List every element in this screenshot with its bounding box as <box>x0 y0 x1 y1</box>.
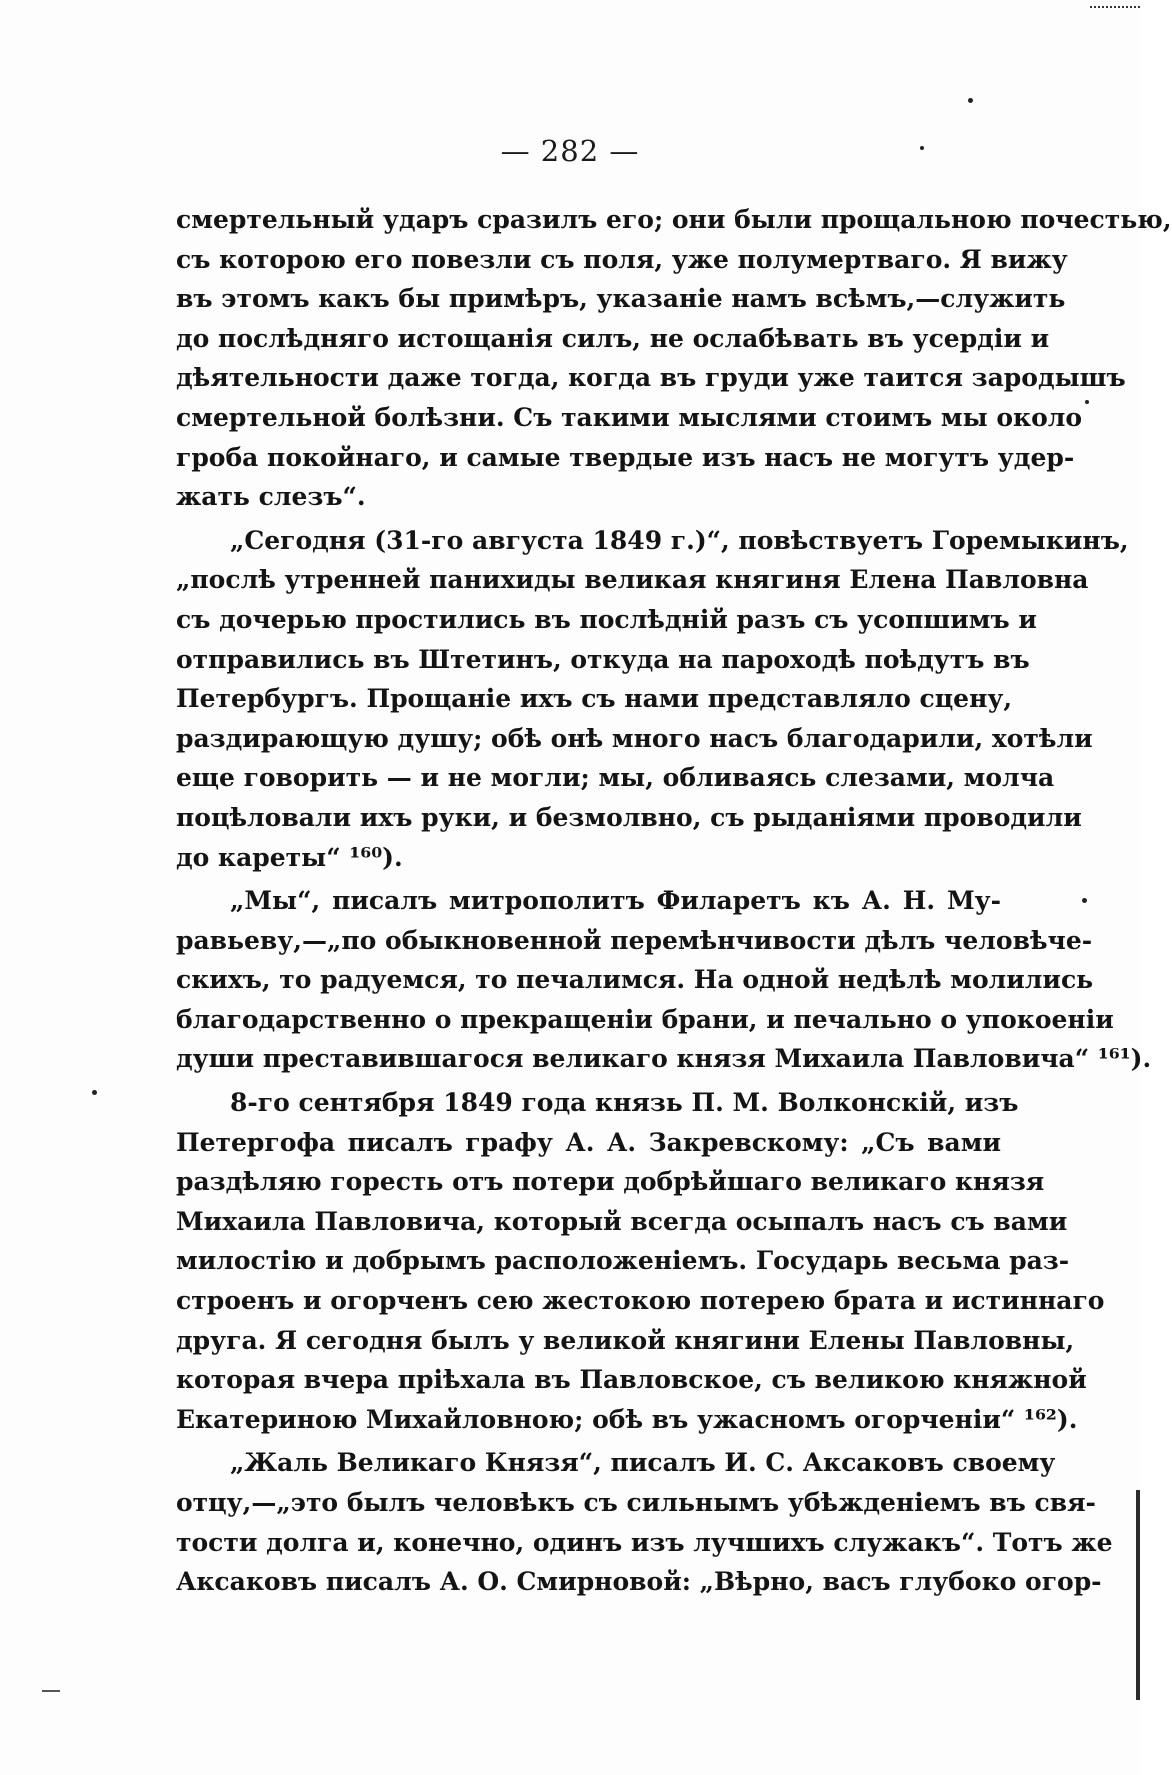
text-line: которая вчера пріѣхала въ Павловское, съ великою княжной <box>176 1365 1087 1395</box>
text-line: съ которою его повезли съ поля, уже полумертваго. Я вижу <box>176 244 1068 274</box>
text-line: скихъ, то радуемся, то печалимся. На одной недѣлѣ молились <box>176 965 1094 995</box>
text-line: тости долга и, конечно, одинъ изъ лучшихъ служакъ“. Тотъ же <box>176 1527 1113 1557</box>
text-line: души преставившагося великаго князя Михаила Павловича“ ¹⁶¹). <box>176 1044 1152 1074</box>
text-line: отправились въ Штетинъ, откуда на пароходѣ поѣдутъ въ <box>176 644 1030 674</box>
scan-dash-mark <box>42 1690 60 1692</box>
scan-speck <box>92 1090 97 1095</box>
text-line: 8-го сентября 1849 года князь П. М. Волконскій, изъ <box>230 1088 1019 1118</box>
text-line: Петербургъ. Прощаніе ихъ съ нами представляло сцену, <box>176 684 1013 714</box>
text-line: отцу,—„это былъ человѣкъ съ сильнымъ убѣжденіемъ въ свя- <box>176 1488 1096 1517</box>
text-line: „Мы“, писалъ митрополитъ Филаретъ къ А. Н. Му- <box>230 886 1001 916</box>
text-line: раздирающую душу; обѣ онѣ много насъ благодарили, хотѣли <box>176 723 1093 753</box>
text-line: Михаила Павловича, который всегда осыпалъ насъ съ вами <box>176 1206 1068 1236</box>
text-line: до послѣдняго истощанія силъ, не ослабѣвать въ усердіи и <box>176 323 1050 353</box>
page-number: — 282 — <box>500 134 640 168</box>
text-line: еще говорить — и не могли; мы, обливаясь слезами, молча <box>176 763 1055 793</box>
body-text <box>176 200 1172 1602</box>
text-line: жать слезъ“. <box>176 482 366 512</box>
scan-edge-mark-right <box>1136 1490 1140 1700</box>
text-line: поцѣловали ихъ руки, и безмолвно, съ рыданіями проводили <box>176 802 1082 832</box>
text-line: смертельной болѣзни. Съ такими мыслями стоимъ мы около <box>176 402 1083 432</box>
text-line: друга. Я сегодня былъ у великой княгини Елены Павловны, <box>176 1325 1075 1355</box>
text-line: съ дочерью простились въ послѣдній разъ съ усопшимъ и <box>176 604 1037 634</box>
text-line: „послѣ утренней панихиды великая княгиня Елена Павловна <box>176 565 1089 595</box>
text-line: раздѣляю горесть отъ потери добрѣйшаго великаго князя <box>176 1167 1045 1197</box>
scan-speck <box>968 98 973 103</box>
text-line: „Сегодня (31-го августа 1849 г.)“, повѣствуетъ Горемыкинъ, <box>230 525 1129 555</box>
text-line: Екатериною Михайловною; обѣ въ ужасномъ огорченіи“ ¹⁶²). <box>176 1404 1078 1434</box>
scan-edge-mark-top <box>1090 0 1140 8</box>
text-line: милостію и добрымъ расположеніемъ. Государь весьма раз- <box>176 1246 1070 1276</box>
text-line: дѣятельности даже тогда, когда въ груди уже таится зародышъ <box>176 363 1126 393</box>
text-line: равьеву,—„по обыкновенной перемѣнчивости дѣлъ человѣче- <box>176 925 1093 955</box>
text-line: гроба покойнаго, и самые твердые изъ насъ не могутъ удер- <box>176 442 1075 472</box>
text-line: въ этомъ какъ бы примѣръ, указаніе намъ всѣмъ,—служить <box>176 284 1066 314</box>
text-line: „Жаль Великаго Князя“, писалъ И. С. Аксаковъ своему <box>230 1448 1056 1478</box>
text-line: строенъ и огорченъ сею жестокою потерею брата и истиннаго <box>176 1286 1105 1316</box>
text-line: смертельный ударъ сразилъ его; они были прощальною почестью, <box>176 205 1172 234</box>
scan-speck <box>1085 400 1089 404</box>
text-line: Петергофа писалъ графу А. А. Закревскому: „Съ вами <box>176 1127 1001 1157</box>
text-line: Аксаковъ писалъ А. О. Смирновой: „Вѣрно, васъ глубоко огор- <box>176 1567 1102 1597</box>
text-line: благодарственно о прекращеніи брани, и печально о упокоеніи <box>176 1004 1114 1034</box>
scan-speck <box>1082 898 1087 903</box>
text-line: до кареты“ ¹⁶⁰). <box>176 842 403 872</box>
